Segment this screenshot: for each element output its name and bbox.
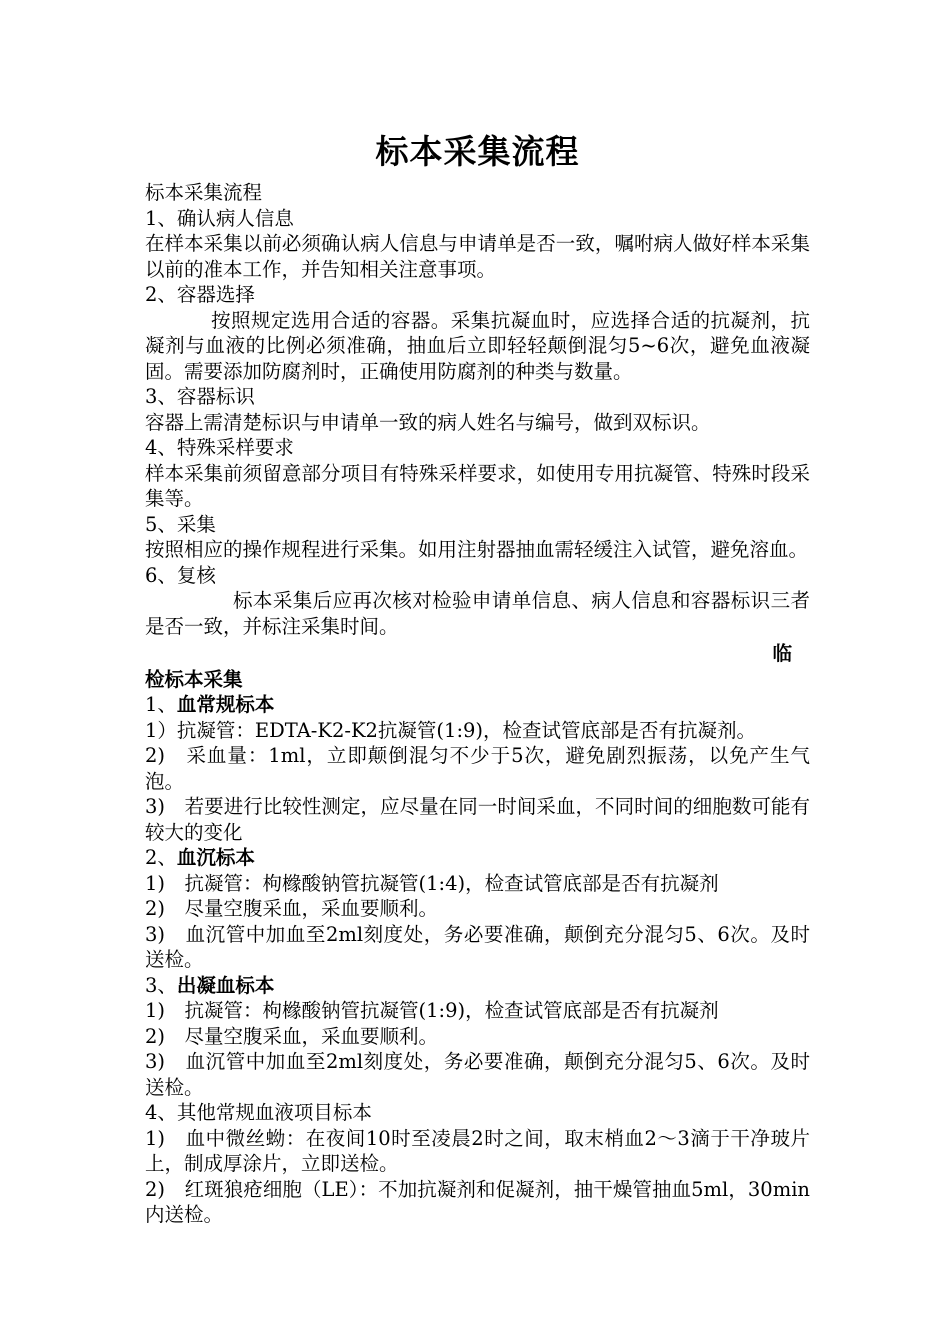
step-6-heading: 6、复核 <box>145 563 216 587</box>
sub4-heading: 4、其他常规血液项目标本 <box>145 1101 372 1124</box>
subtitle: 标本采集流程 <box>145 181 263 204</box>
sub3-item-3: 3) 血沉管中加血至2ml刻度处，务必要准确，颠倒充分混匀5、6次。及时送检。 <box>145 1050 810 1099</box>
sub1-heading <box>145 692 810 718</box>
sub2-number: 2、 <box>145 846 177 869</box>
sub2-item-3: 3) 血沉管中加血至2ml刻度处，务必要准确，颠倒充分混匀5、6次。及时送检。 <box>145 922 810 971</box>
sub2-title: 血沉标本 <box>176 846 255 869</box>
step-2-text: 按照规定选用合适的容器。采集抗凝血时，应选择合适的抗凝剂，抗凝剂与血液的比例必须准确，抽血后立即轻轻颠倒混匀5~6次，避免血液凝固。需要添加防腐剂时，正确使用防腐剂的种类与数量。 <box>145 308 810 383</box>
sub2-item-2: 2) 尽量空腹采血，采血要顺利。 <box>145 897 439 920</box>
sub4-item-2: 2) 红斑狼疮细胞（LE）：不加抗凝剂和促凝剂，抽干燥管抽血5ml，30min内送检。 <box>145 1177 810 1226</box>
sub3-heading <box>145 973 810 999</box>
step-4-text: 样本采集前须留意部分项目有特殊采样要求，如使用专用抗凝管、特殊时段采集等。 <box>145 461 810 510</box>
step-2-heading: 2、容器选择 <box>145 283 255 306</box>
step-5-text: 按照相应的操作规程进行采集。如用注射器抽血需轻缓注入试管，避免溶血。 <box>145 538 809 561</box>
sub1-item-2: 2) 采血量：1ml，立即颠倒混匀不少于5次，避免剧烈振荡，以免产生气泡。 <box>145 744 810 793</box>
step-4-heading: 4、特殊采样要求 <box>145 436 294 459</box>
step-3-heading: 3、容器标识 <box>145 385 255 408</box>
sub2-heading <box>145 845 810 871</box>
step-6-text: 标本采集后应再次核对检验申请单信息、病人信息和容器标识三者是否一致，并标注采集时间。 <box>145 589 810 638</box>
document-title: 标本采集流程 <box>375 132 580 171</box>
sub1-title: 血常规标本 <box>176 693 275 716</box>
step-3-text: 容器上需清楚标识与申请单一致的病人姓名与编号，做到双标识。 <box>145 410 711 434</box>
section-heading: 检标本采集 <box>145 667 243 691</box>
document-page <box>145 120 810 1228</box>
sub1-item-1: 1）抗凝管：EDTA-K2-K2抗凝管(1:9)，检查试管底部是否有抗凝剂。 <box>145 718 757 742</box>
sub1-number: 1、 <box>145 693 177 716</box>
sub3-item-1: 1) 抗凝管：枸橼酸钠管抗凝管(1:9)，检查试管底部是否有抗凝剂 <box>145 999 719 1022</box>
step-1-text: 在样本采集以前必须确认病人信息与申请单是否一致，嘱咐病人做好样本采集以前的准本工作，并告知相关注意事项。 <box>145 232 810 281</box>
sub3-number: 3、 <box>145 973 177 997</box>
sub2-item-1: 1) 抗凝管：枸橼酸钠管抗凝管(1:4)，检查试管底部是否有抗凝剂 <box>145 871 719 895</box>
section-heading-fragment: 临 <box>772 642 792 665</box>
step-5-heading: 5、采集 <box>145 512 216 536</box>
sub3-item-2: 2) 尽量空腹采血，采血要顺利。 <box>145 1024 439 1048</box>
sub3-title: 出凝血标本 <box>176 973 275 997</box>
sub1-item-3: 3) 若要进行比较性测定，应尽量在同一时间采血，不同时间的细胞数可能有较大的变化 <box>145 795 810 844</box>
step-1-heading: 1、确认病人信息 <box>145 206 294 230</box>
sub4-item-1: 1) 血中微丝蚴：在夜间10时至凌晨2时之间，取末梢血2～3滴于干净玻片上，制成厚涂片，立即送检。 <box>145 1126 810 1175</box>
